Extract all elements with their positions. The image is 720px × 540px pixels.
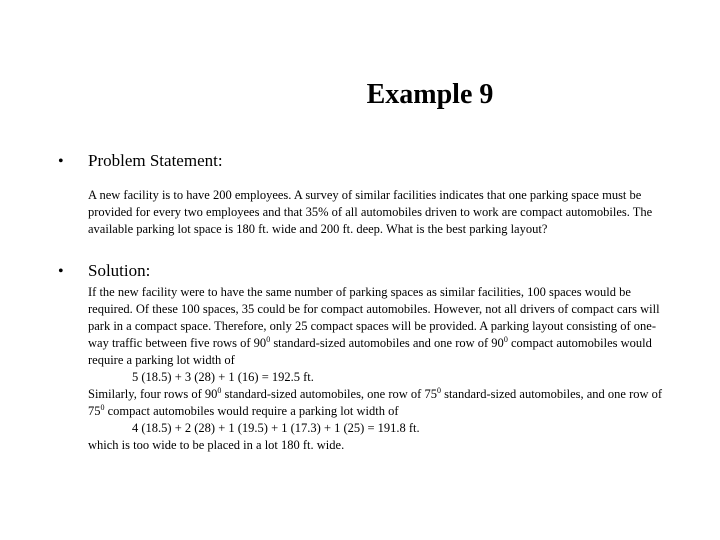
- solution-p2-part-c: standard-sized automobiles, and one row of 75: [88, 387, 663, 418]
- solution-conclusion: which is too wide to be placed in a lot 180 ft. wide.: [88, 438, 345, 452]
- solution-p1-part-a: If the new facility were to have the same number of parking spaces as similar facilities, 100 spaces would be required. Of these 100 spaces, 35 could be for compact automobiles. However, not all drivers of compact cars will park in a compact space. Therefore, only 25 compact spaces will be provided. A parking layout consisting of one-way traffic between five rows of 90: [88, 285, 660, 350]
- slide-title: Example 9: [366, 79, 494, 110]
- solution-p2-part-a: Similarly, four rows of 90: [88, 387, 218, 401]
- solution-p1-part-c: compact automobiles would require a parking lot width of: [88, 336, 652, 367]
- equation-2: 4 (18.5) + 2 (28) + 1 (19.5) + 1 (17.3) + 1 (25) = 191.8 ft.: [132, 421, 420, 435]
- problem-text-block: [88, 187, 668, 238]
- degree-sup: 0: [503, 334, 508, 344]
- solution-heading: Solution:: [88, 261, 151, 280]
- solution-p1-part-b: standard-sized automobiles and one row of 90: [270, 336, 504, 350]
- degree-sup: 0: [217, 385, 222, 395]
- bullet-solution: •: [58, 263, 64, 280]
- bullet-problem: •: [58, 153, 64, 170]
- solution-text-block: [88, 284, 668, 454]
- equation-1: 5 (18.5) + 3 (28) + 1 (16) = 192.5 ft.: [132, 370, 314, 384]
- solution-p2-part-b: standard-sized automobiles, one row of 75: [221, 387, 437, 401]
- degree-sup: 0: [266, 334, 271, 344]
- degree-sup: 0: [100, 402, 105, 412]
- problem-heading: Problem Statement:: [88, 151, 223, 170]
- solution-p2-part-d: compact automobiles would require a parking lot width of: [104, 404, 399, 418]
- problem-text: A new facility is to have 200 employees. A survey of similar facilities indicates that one parking space must be provided for every two employees and that 35% of all automobiles driven to work are compact automobiles. The available parking lot space is 180 ft. wide and 200 ft. deep. What is the best parking layout?: [88, 188, 653, 236]
- degree-sup: 0: [436, 385, 441, 395]
- solution-paragraph-1: [88, 284, 668, 369]
- solution-paragraph-2: [88, 386, 668, 420]
